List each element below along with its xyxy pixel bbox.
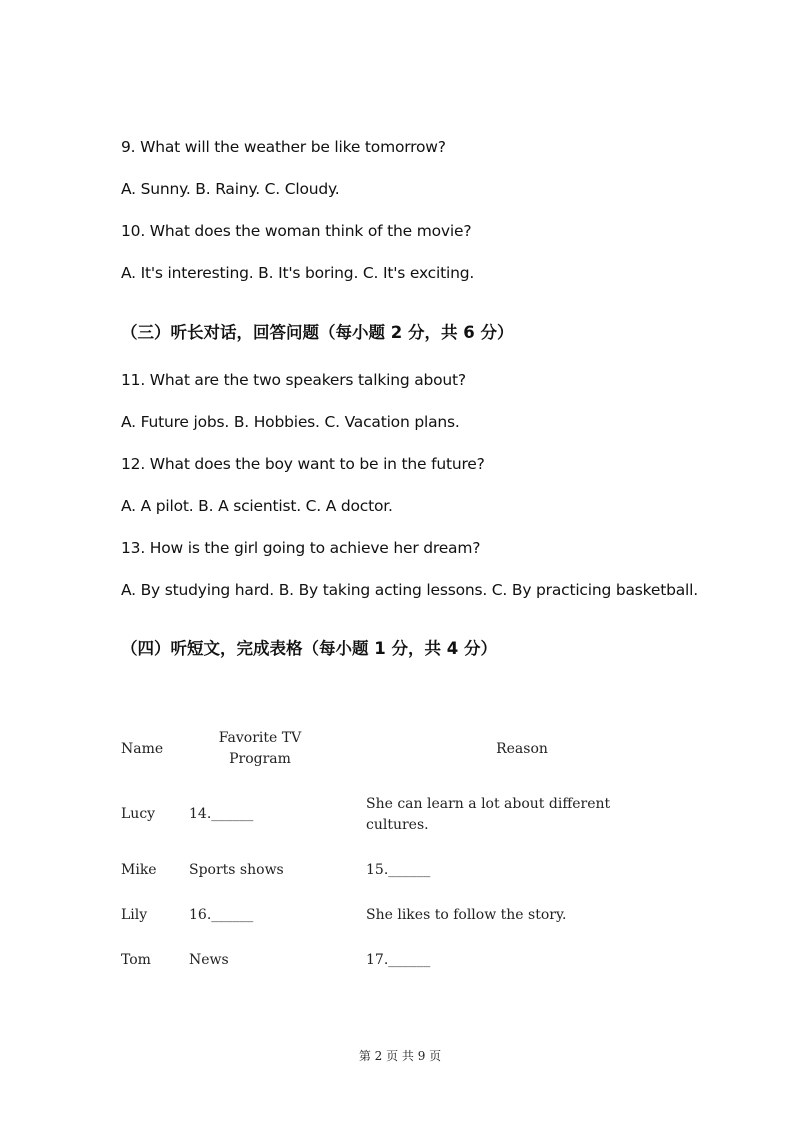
row-program: Sports shows xyxy=(189,862,284,878)
header-program-line2: Program xyxy=(229,751,291,767)
row-name: Lucy xyxy=(121,806,156,822)
question-11: 11. What are the two speakers talking about? xyxy=(121,371,466,389)
question-9-options: A. Sunny. B. Rainy. C. Cloudy. xyxy=(121,180,340,198)
row-program: 14.______ xyxy=(189,806,254,822)
question-13-options: A. By studying hard. B. By taking acting lessons. C. By practicing basketball. xyxy=(121,581,698,599)
row-program: 16.______ xyxy=(189,907,254,923)
header-reason: Reason xyxy=(496,741,548,757)
row-program: News xyxy=(189,952,229,968)
header-program xyxy=(200,728,320,770)
question-11-options: A. Future jobs. B. Hobbies. C. Vacation plans. xyxy=(121,413,460,431)
question-10: 10. What does the woman think of the movie? xyxy=(121,222,472,240)
row-name: Tom xyxy=(121,952,151,968)
row-name: Mike xyxy=(121,862,157,878)
question-12-options: A. A pilot. B. A scientist. C. A doctor. xyxy=(121,497,393,515)
section-3-title: （三）听长对话，回答问题（每小题 2 分，共 6 分） xyxy=(121,323,514,342)
page-footer: 第 2 页 共 9 页 xyxy=(358,1049,442,1063)
question-10-options: A. It's interesting. B. It's boring. C. It's exciting. xyxy=(121,264,475,282)
question-12: 12. What does the boy want to be in the future? xyxy=(121,455,485,473)
row-reason: 17.______ xyxy=(366,952,431,968)
section-4-title: （四）听短文，完成表格（每小题 1 分，共 4 分） xyxy=(121,639,497,658)
row-reason: She can learn a lot about different cultures. xyxy=(366,796,611,833)
row-reason: 15.______ xyxy=(366,862,431,878)
row-name: Lily xyxy=(121,907,148,923)
question-13: 13. How is the girl going to achieve her dream? xyxy=(121,539,481,557)
header-program-line1: Favorite TV xyxy=(218,730,302,746)
header-name: Name xyxy=(121,741,164,757)
row-reason: She likes to follow the story. xyxy=(366,907,567,923)
question-9: 9. What will the weather be like tomorrow? xyxy=(121,138,446,156)
